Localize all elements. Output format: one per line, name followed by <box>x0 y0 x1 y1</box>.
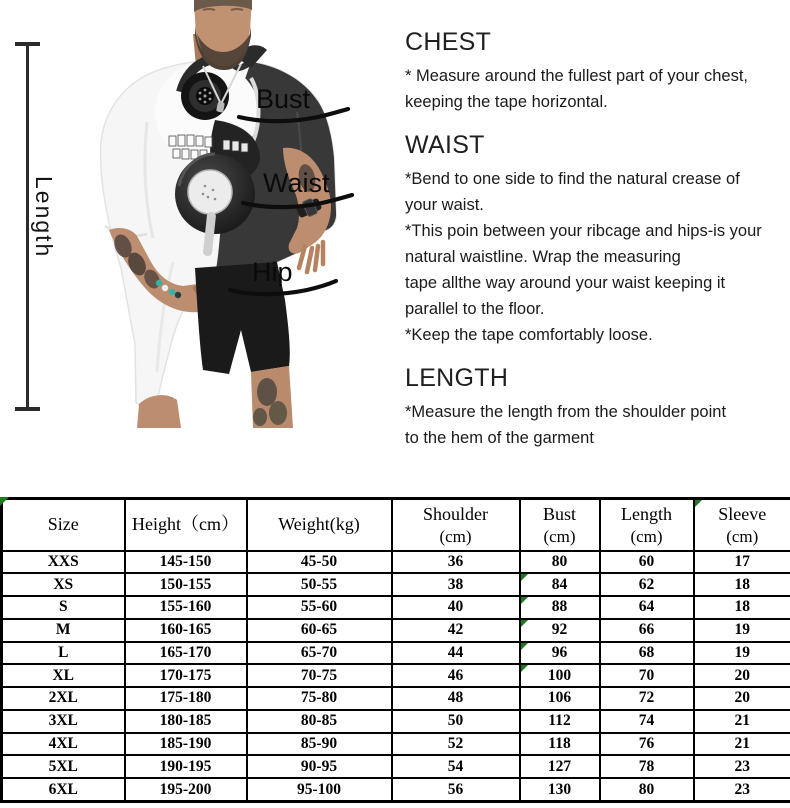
cell-weight <box>247 664 392 687</box>
cell-shoulder <box>392 551 520 574</box>
cell-value: L <box>58 643 69 661</box>
cell-size <box>2 664 125 687</box>
cell-weight <box>247 733 392 756</box>
cell-value: 50-55 <box>300 575 338 593</box>
cell-value: 66 <box>638 621 655 639</box>
cell-value: 20 <box>734 689 750 707</box>
cell-value: M <box>55 621 71 639</box>
table-row <box>2 778 790 801</box>
cell-value: 56 <box>447 780 464 798</box>
cell-value: 19 <box>734 643 750 661</box>
table-row <box>2 642 790 665</box>
cell-length <box>600 619 694 642</box>
cell-shoulder <box>392 687 520 710</box>
cell-value: 21 <box>734 712 750 730</box>
cell-value: XS <box>53 575 74 593</box>
cell-size <box>2 642 125 665</box>
cell-bust <box>520 619 600 642</box>
cell-length <box>600 755 694 778</box>
guide-text-line: tape allthe way around your waist keeping it <box>405 274 726 292</box>
cell-length <box>600 642 694 665</box>
cell-height <box>125 733 247 756</box>
cell-shoulder <box>392 778 520 801</box>
col-header-sleeve: Sleeve (cm) <box>694 499 790 551</box>
cell-sleeve <box>694 778 790 801</box>
cell-value: 23 <box>734 757 750 775</box>
length-measure-line <box>26 44 29 408</box>
cell-sleeve <box>694 642 790 665</box>
guide-section-length <box>405 364 787 451</box>
table-row <box>2 619 790 642</box>
cell-length <box>600 733 694 756</box>
cell-value: 55-60 <box>300 598 338 616</box>
cell-value: 75-80 <box>300 689 338 707</box>
cell-value: 18 <box>734 598 750 616</box>
cell-value: 6XL <box>48 780 78 798</box>
cell-shoulder <box>392 573 520 596</box>
col-header-shoulder: Shoulder (cm) <box>392 499 520 551</box>
cell-value: 50 <box>447 712 464 730</box>
hip-marker-label: Hip <box>252 257 293 287</box>
cell-flag-triangle <box>521 620 528 627</box>
cell-size <box>2 551 125 574</box>
measurement-instructions <box>405 28 787 467</box>
cell-value: 100 <box>547 666 572 684</box>
cell-value: 21 <box>734 735 750 752</box>
cell-value: 23 <box>734 780 750 798</box>
section-heading-length: LENGTH <box>405 364 509 392</box>
cell-value: 160-165 <box>159 621 212 639</box>
table-row <box>2 596 790 619</box>
cell-value: XXS <box>47 552 79 570</box>
cell-bust <box>520 687 600 710</box>
cell-shoulder <box>392 642 520 665</box>
section-heading-chest: CHEST <box>405 28 492 56</box>
cell-sleeve <box>694 596 790 619</box>
col-header-size: Size <box>2 499 125 551</box>
cell-value: 52 <box>447 735 464 752</box>
table-header-row <box>2 499 790 551</box>
cell-value: 80 <box>551 552 568 570</box>
cell-height <box>125 619 247 642</box>
cell-value: 80-85 <box>300 712 338 730</box>
table-corner-flag <box>0 497 9 506</box>
cell-value: 5XL <box>48 757 78 775</box>
cell-value: 112 <box>548 712 571 730</box>
cell-value: 92 <box>551 621 568 639</box>
cell-value: S <box>58 598 68 616</box>
cell-value: 45-50 <box>300 552 338 570</box>
cell-bust <box>520 596 600 619</box>
cell-height <box>125 642 247 665</box>
guide-text-line: parallel to the floor. <box>405 300 545 318</box>
cell-value: 76 <box>638 735 655 752</box>
cell-value: 185-190 <box>159 735 212 752</box>
cell-sleeve <box>694 687 790 710</box>
cell-sleeve <box>694 710 790 733</box>
cell-size <box>2 596 125 619</box>
cell-value: 18 <box>734 575 750 593</box>
cell-value: 48 <box>447 689 464 707</box>
cell-value: 2XL <box>48 689 78 707</box>
cell-value: 85-90 <box>300 735 338 752</box>
model-figure-area <box>0 0 400 472</box>
cell-shoulder <box>392 755 520 778</box>
table-row <box>2 755 790 778</box>
cell-flag-triangle <box>521 574 528 581</box>
cell-flag-triangle <box>521 665 528 672</box>
guide-text-line: keeping the tape horizontal. <box>405 93 608 111</box>
cell-weight <box>247 687 392 710</box>
cell-value: 127 <box>547 757 572 775</box>
cell-value: 95-100 <box>297 780 341 798</box>
cell-value: XL <box>52 666 75 684</box>
cell-height <box>125 755 247 778</box>
cell-value: 72 <box>638 689 655 707</box>
table-row <box>2 710 790 733</box>
cell-height <box>125 551 247 574</box>
guide-text-line: *Bend to one side to find the natural crease of <box>405 170 740 188</box>
cell-size <box>2 573 125 596</box>
size-table <box>0 497 790 803</box>
cell-value: 4XL <box>48 735 78 752</box>
cell-value: 44 <box>447 643 464 661</box>
cell-weight <box>247 642 392 665</box>
guide-text-line: *Keep the tape comfortably loose. <box>405 326 653 344</box>
cell-sleeve <box>694 733 790 756</box>
cell-size <box>2 687 125 710</box>
cell-weight <box>247 619 392 642</box>
cell-value: 46 <box>447 666 464 684</box>
cell-value: 80 <box>638 780 655 798</box>
cell-height <box>125 664 247 687</box>
table-row <box>2 551 790 574</box>
cell-value: 70 <box>638 666 655 684</box>
cell-shoulder <box>392 596 520 619</box>
cell-weight <box>247 551 392 574</box>
cell-value: 165-170 <box>159 643 212 661</box>
cell-height <box>125 596 247 619</box>
guide-text-line: your waist. <box>405 196 484 214</box>
cell-size <box>2 778 125 801</box>
cell-value: 64 <box>638 598 655 616</box>
cell-weight <box>247 710 392 733</box>
cell-value: 42 <box>447 621 464 639</box>
cell-value: 38 <box>447 575 464 593</box>
section-body-length <box>405 399 787 451</box>
guide-text-line: to the hem of the garment <box>405 429 594 447</box>
cell-length <box>600 551 694 574</box>
hip-underline-stroke <box>227 279 339 297</box>
length-line-top-cap <box>15 42 40 46</box>
cell-value: 74 <box>638 712 655 730</box>
cell-flag-triangle <box>521 597 528 604</box>
size-table-body <box>2 551 790 802</box>
cell-height <box>125 687 247 710</box>
section-body-waist <box>405 166 787 348</box>
cell-weight <box>247 596 392 619</box>
col-header-length: Length (cm) <box>600 499 694 551</box>
cell-shoulder <box>392 710 520 733</box>
cell-sleeve <box>694 664 790 687</box>
cell-length <box>600 710 694 733</box>
col-header-bust: Bust (cm) <box>520 499 600 551</box>
cell-value: 150-155 <box>159 575 212 593</box>
cell-height <box>125 573 247 596</box>
cell-value: 36 <box>447 552 464 570</box>
col-header-height: Height（cm） <box>125 499 247 551</box>
table-row <box>2 664 790 687</box>
cell-weight <box>247 778 392 801</box>
size-chart <box>0 497 790 806</box>
cell-value: 96 <box>551 643 568 661</box>
guide-text-line: * Measure around the fullest part of your chest, <box>405 67 749 85</box>
cell-bust <box>520 551 600 574</box>
cell-size <box>2 619 125 642</box>
cell-value: 130 <box>547 780 572 798</box>
section-body-chest <box>405 63 787 115</box>
cell-weight <box>247 755 392 778</box>
cell-value: 78 <box>638 757 655 775</box>
cell-flag-triangle <box>521 643 528 650</box>
cell-size <box>2 710 125 733</box>
cell-value: 145-150 <box>159 552 212 570</box>
bust-marker-label: Bust <box>256 84 311 114</box>
table-row <box>2 687 790 710</box>
cell-size <box>2 755 125 778</box>
guide-section-chest <box>405 28 787 115</box>
cell-value: 106 <box>547 689 572 707</box>
cell-value: 190-195 <box>159 757 212 775</box>
length-line-bottom-cap <box>15 407 40 411</box>
cell-value: 175-180 <box>159 689 212 707</box>
cell-bust <box>520 664 600 687</box>
guide-section-waist <box>405 131 787 348</box>
cell-length <box>600 596 694 619</box>
cell-value: 62 <box>638 575 655 593</box>
section-heading-waist: WAIST <box>405 131 485 159</box>
cell-height <box>125 710 247 733</box>
waist-underline-stroke <box>240 193 355 211</box>
cell-bust <box>520 710 600 733</box>
cell-bust <box>520 642 600 665</box>
cell-value: 54 <box>447 757 464 775</box>
cell-value: 70-75 <box>300 666 338 684</box>
cell-value: 20 <box>734 666 750 684</box>
cell-length <box>600 664 694 687</box>
cell-height <box>125 778 247 801</box>
cell-bust <box>520 778 600 801</box>
guide-text-line: natural waistline. Wrap the measuring <box>405 248 681 266</box>
cell-value: 3XL <box>48 712 78 730</box>
cell-value: 40 <box>447 598 464 616</box>
cell-length <box>600 687 694 710</box>
cell-length <box>600 573 694 596</box>
cell-bust <box>520 573 600 596</box>
cell-value: 60-65 <box>300 621 338 639</box>
guide-text-line: *Measure the length from the shoulder point <box>405 403 727 421</box>
cell-value: 170-175 <box>159 666 212 684</box>
cell-sleeve <box>694 755 790 778</box>
cell-value: 65-70 <box>300 643 338 661</box>
cell-weight <box>247 573 392 596</box>
cell-value: 60 <box>638 552 655 570</box>
cell-shoulder <box>392 664 520 687</box>
cell-length <box>600 778 694 801</box>
cell-value: 68 <box>638 643 655 661</box>
cell-value: 155-160 <box>159 598 212 616</box>
length-axis-label: Length <box>31 176 57 259</box>
table-row <box>2 573 790 596</box>
cell-bust <box>520 755 600 778</box>
waist-marker-label: Waist <box>263 168 330 198</box>
cell-shoulder <box>392 733 520 756</box>
cell-sleeve <box>694 551 790 574</box>
cell-value: 17 <box>734 552 750 570</box>
cell-value: 195-200 <box>159 780 212 798</box>
cell-value: 118 <box>548 735 571 752</box>
cell-value: 88 <box>551 598 568 616</box>
header-flag-triangle <box>695 500 702 507</box>
model-photo <box>55 0 395 428</box>
bust-underline-stroke <box>236 107 351 125</box>
cell-sleeve <box>694 619 790 642</box>
cell-bust <box>520 733 600 756</box>
cell-value: 90-95 <box>300 757 338 775</box>
cell-shoulder <box>392 619 520 642</box>
table-row <box>2 733 790 756</box>
cell-value: 180-185 <box>159 712 212 730</box>
cell-value: 84 <box>551 575 568 593</box>
cell-sleeve <box>694 573 790 596</box>
col-header-weight: Weight(kg) <box>247 499 392 551</box>
cell-value: 19 <box>734 621 750 639</box>
guide-text-line: *This poin between your ribcage and hips-is your <box>405 222 762 240</box>
cell-size <box>2 733 125 756</box>
